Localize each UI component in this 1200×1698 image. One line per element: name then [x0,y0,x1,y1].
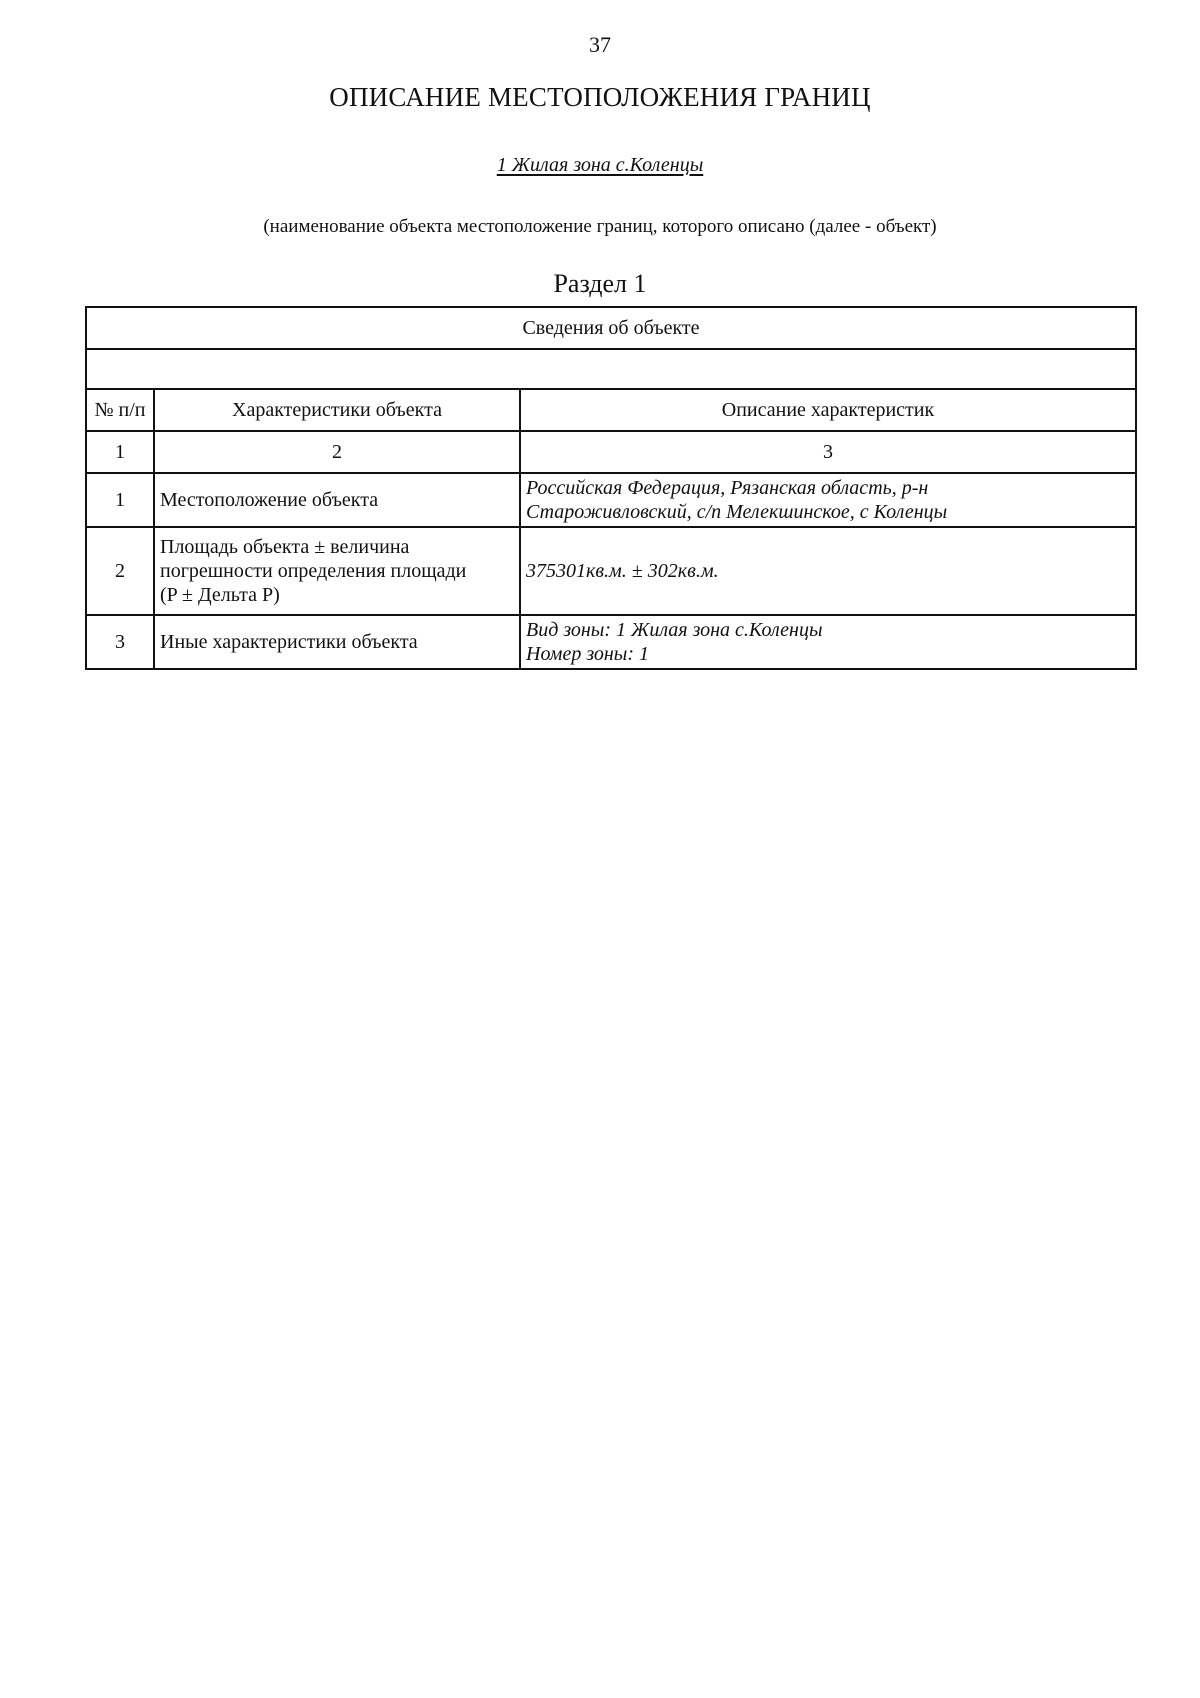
description-line: Староживловский, с/п Мелекшинское, с Коленцы [526,501,948,523]
row-description: 375301кв.м. ± 302кв.м. [520,527,1136,615]
object-name-caption: (наименование объекта местоположение границ, которого описано (далее - объект) [263,216,937,237]
object-name-text: 1 Жилая зона с.Коленцы [496,154,704,176]
page-number: 37 [589,32,611,57]
row-number: 3 [86,615,154,669]
row-characteristic: Иные характеристики объекта [154,615,520,669]
description-line: Номер зоны: 1 [526,643,649,665]
column-numbers-row [86,431,1136,473]
table-row [86,527,1136,615]
document-title: ОПИСАНИЕ МЕСТОПОЛОЖЕНИЯ ГРАНИЦ [329,82,871,112]
object-info-table [85,306,1137,670]
row-description [520,615,1136,669]
row-number: 2 [86,527,154,615]
header-description: Описание характеристик [520,389,1136,431]
row-characteristic [154,527,520,615]
table-title: Сведения об объекте [86,307,1136,349]
header-number: № п/п [86,389,154,431]
table-row [86,473,1136,527]
characteristic-line: Площадь объекта ± величина [160,536,410,558]
row-characteristic: Местоположение объекта [154,473,520,527]
table-header-row [86,389,1136,431]
characteristic-line: (P ± Дельта P) [160,584,280,606]
table-row [86,615,1136,669]
characteristic-line: погрешности определения площади [160,560,467,582]
table-blank-cell [86,349,1136,389]
description-line: Российская Федерация, Рязанская область, р-н [526,477,929,499]
header-characteristics: Характеристики объекта [154,389,520,431]
object-name [0,154,1200,177]
section-heading: Раздел 1 [553,269,647,298]
column-number-3: 3 [520,431,1136,473]
column-number-1: 1 [86,431,154,473]
table-title-row [86,307,1136,349]
table-blank-row [86,349,1136,389]
column-number-2: 2 [154,431,520,473]
description-line: Вид зоны: 1 Жилая зона с.Коленцы [526,619,823,641]
row-number: 1 [86,473,154,527]
row-description [520,473,1136,527]
